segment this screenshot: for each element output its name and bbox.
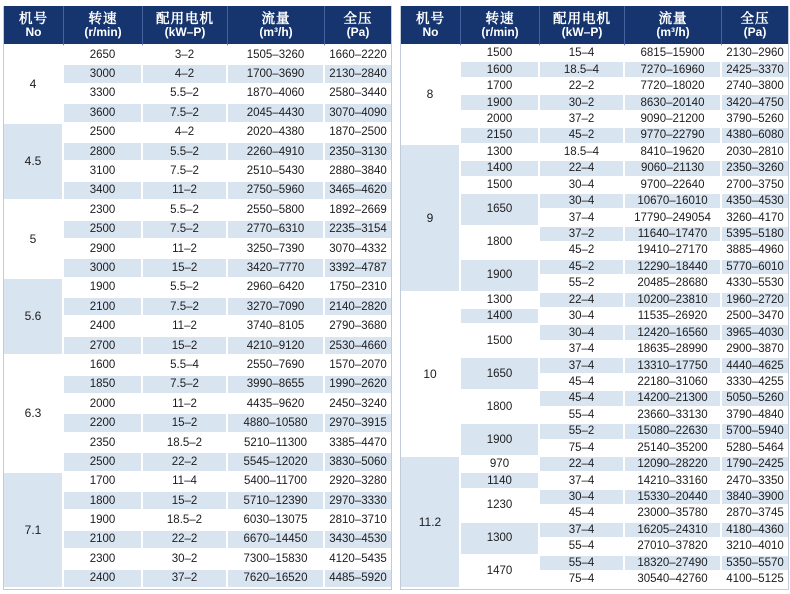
flow-cell: 5545–12020 [228, 453, 325, 472]
rpm-cell: 1300 [461, 293, 540, 309]
pressure-cell: 3430–4530 [325, 531, 391, 550]
column-title: 流量 [261, 11, 291, 27]
pressure-cell: 4100–5125 [722, 572, 788, 589]
rpm-cell: 1700 [64, 473, 143, 492]
flow-cell: 5400–11700 [228, 473, 325, 492]
pressure-cell: 2450–3240 [325, 395, 391, 414]
pressure-cell: 4485–5920 [325, 570, 391, 589]
column-title: 机号 [19, 11, 48, 27]
flow-cell: 9700–22640 [625, 178, 722, 194]
pressure-cell: 2580–3440 [325, 85, 391, 104]
motor-cell: 30–4 [540, 178, 625, 194]
column-title: 机号 [416, 11, 445, 27]
flow-cell: 2770–6310 [228, 221, 325, 240]
pressure-cell: 4350–4530 [722, 194, 788, 210]
motor-cell: 18.5–2 [143, 434, 228, 453]
rpm-cell: 1400 [461, 309, 540, 325]
pressure-cell: 2130–2840 [325, 65, 391, 84]
rpm-cell: 1800 [64, 492, 143, 511]
flow-cell: 18635–28990 [625, 342, 722, 358]
rpm-cell: 1700 [461, 79, 540, 95]
motor-cell: 22–4 [540, 161, 625, 177]
column-title: 流量 [658, 11, 688, 27]
flow-cell: 10200–23810 [625, 293, 722, 309]
flow-cell: 14210–33160 [625, 473, 722, 489]
rpm-cell: 1900 [461, 424, 540, 457]
flow-cell: 1700–3690 [228, 65, 325, 84]
column-header-0 [401, 6, 461, 46]
motor-cell: 75–4 [540, 572, 625, 589]
pressure-cell: 5770–6010 [722, 260, 788, 276]
flow-cell: 7620–16520 [228, 570, 325, 589]
model-no-cell: 11.2 [401, 457, 461, 589]
flow-cell: 9090–21200 [625, 112, 722, 128]
pressure-cell: 2810–3710 [325, 511, 391, 530]
flow-cell: 2020–4380 [228, 124, 325, 143]
rpm-cell: 2500 [64, 453, 143, 472]
rpm-cell: 3100 [64, 162, 143, 181]
column-header-1 [461, 6, 540, 46]
model-no-cell: 9 [401, 145, 461, 293]
model-no-cell: 4.5 [4, 124, 64, 202]
motor-cell: 45–4 [540, 391, 625, 407]
rpm-cell: 1800 [461, 227, 540, 260]
spec-table-right [400, 6, 789, 590]
rpm-cell: 2150 [461, 128, 540, 144]
pressure-cell: 4120–5435 [325, 550, 391, 569]
pressure-cell: 2140–2820 [325, 298, 391, 317]
motor-cell: 15–4 [540, 46, 625, 62]
rpm-cell: 1500 [461, 325, 540, 358]
motor-cell: 15–2 [143, 492, 228, 511]
flow-cell: 2960–6420 [228, 279, 325, 298]
rpm-cell: 2200 [64, 414, 143, 433]
rpm-cell: 2100 [64, 298, 143, 317]
pressure-cell: 5700–5940 [722, 424, 788, 440]
pressure-cell: 5280–5464 [722, 441, 788, 457]
flow-cell: 14200–21300 [625, 391, 722, 407]
motor-cell: 45–2 [540, 260, 625, 276]
rpm-cell: 2350 [64, 434, 143, 453]
table-row [4, 201, 391, 220]
flow-cell: 3420–7770 [228, 259, 325, 278]
motor-cell: 55–4 [540, 408, 625, 424]
pressure-cell: 2350–3260 [722, 161, 788, 177]
pressure-cell: 3210–4010 [722, 539, 788, 555]
motor-cell: 15–2 [143, 259, 228, 278]
table-row [4, 46, 391, 65]
model-no-cell: 10 [401, 293, 461, 457]
pressure-cell: 3392–4787 [325, 259, 391, 278]
flow-cell: 20485–28680 [625, 276, 722, 292]
flow-cell: 1870–4060 [228, 85, 325, 104]
column-subtitle: (r/min) [481, 25, 519, 40]
column-subtitle: (r/min) [84, 25, 122, 40]
flow-cell: 6030–13075 [228, 511, 325, 530]
column-subtitle: (kW–P) [164, 25, 206, 40]
flow-cell: 4435–9620 [228, 395, 325, 414]
column-header-4 [722, 6, 788, 46]
flow-cell: 23660–33130 [625, 408, 722, 424]
flow-cell: 7300–15830 [228, 550, 325, 569]
motor-cell: 37–4 [540, 473, 625, 489]
motor-cell: 30–4 [540, 194, 625, 210]
motor-cell: 11–2 [143, 182, 228, 201]
flow-cell: 23000–35780 [625, 506, 722, 522]
flow-cell: 3740–8105 [228, 317, 325, 336]
rpm-cell: 1900 [64, 511, 143, 530]
motor-cell: 18.5–2 [143, 511, 228, 530]
pressure-cell: 3840–3900 [722, 490, 788, 506]
column-header-0 [4, 6, 64, 46]
motor-cell: 7.5–2 [143, 104, 228, 123]
pressure-cell: 3790–5260 [722, 112, 788, 128]
rpm-cell: 1300 [461, 523, 540, 556]
motor-cell: 45–2 [540, 128, 625, 144]
rpm-cell: 2500 [64, 124, 143, 143]
table-row [401, 145, 788, 161]
pressure-cell: 1570–2070 [325, 356, 391, 375]
rpm-cell: 1900 [461, 95, 540, 111]
pressure-cell: 2030–2810 [722, 145, 788, 161]
rpm-cell: 1900 [461, 260, 540, 293]
pressure-cell: 2530–4660 [325, 337, 391, 356]
motor-cell: 11–4 [143, 473, 228, 492]
flow-cell: 4210–9120 [228, 337, 325, 356]
rpm-cell: 2400 [64, 570, 143, 589]
flow-cell: 22180–31060 [625, 375, 722, 391]
motor-cell: 7.5–2 [143, 162, 228, 181]
rpm-cell: 2800 [64, 143, 143, 162]
motor-cell: 11–2 [143, 240, 228, 259]
pressure-cell: 3830–5060 [325, 453, 391, 472]
pressure-cell: 2425–3370 [722, 62, 788, 78]
flow-cell: 19410–27170 [625, 243, 722, 259]
motor-cell: 15–2 [143, 414, 228, 433]
motor-cell: 55–2 [540, 424, 625, 440]
motor-cell: 37–2 [540, 227, 625, 243]
rpm-cell: 2500 [64, 221, 143, 240]
table-header [401, 6, 788, 46]
pressure-cell: 1960–2720 [722, 293, 788, 309]
motor-cell: 45–2 [540, 243, 625, 259]
motor-cell: 5.5–2 [143, 85, 228, 104]
motor-cell: 7.5–2 [143, 221, 228, 240]
rpm-cell: 970 [461, 457, 540, 473]
rpm-cell: 3300 [64, 85, 143, 104]
pressure-cell: 1870–2500 [325, 124, 391, 143]
spec-table-left [3, 6, 392, 590]
pressure-cell: 5395–5180 [722, 227, 788, 243]
pressure-cell: 2740–3800 [722, 79, 788, 95]
model-no-cell: 4 [4, 46, 64, 124]
rpm-cell: 1650 [461, 194, 540, 227]
rpm-cell: 2900 [64, 240, 143, 259]
flow-cell: 2550–5800 [228, 201, 325, 220]
pressure-cell: 3790–4840 [722, 408, 788, 424]
motor-cell: 5.5–2 [143, 201, 228, 220]
flow-cell: 4880–10580 [228, 414, 325, 433]
pressure-cell: 2235–3154 [325, 221, 391, 240]
flow-cell: 7720–18020 [625, 79, 722, 95]
table-row [4, 356, 391, 375]
flow-cell: 15330–20440 [625, 490, 722, 506]
flow-cell: 9060–21130 [625, 161, 722, 177]
motor-cell: 30–4 [540, 309, 625, 325]
pressure-cell: 2500–3470 [722, 309, 788, 325]
motor-cell: 37–4 [540, 210, 625, 226]
pressure-cell: 2870–3745 [722, 506, 788, 522]
motor-cell: 15–2 [143, 337, 228, 356]
motor-cell: 22–4 [540, 457, 625, 473]
pressure-cell: 1790–2425 [722, 457, 788, 473]
rpm-cell: 1900 [64, 279, 143, 298]
flow-cell: 5710–12390 [228, 492, 325, 511]
flow-cell: 12090–28220 [625, 457, 722, 473]
flow-cell: 17790–249054 [625, 210, 722, 226]
motor-cell: 75–4 [540, 441, 625, 457]
motor-cell: 4–2 [143, 65, 228, 84]
rpm-cell: 1600 [461, 62, 540, 78]
flow-cell: 2550–7690 [228, 356, 325, 375]
flow-cell: 2510–5430 [228, 162, 325, 181]
flow-cell: 2045–4430 [228, 104, 325, 123]
rpm-cell: 1850 [64, 376, 143, 395]
motor-cell: 55–4 [540, 556, 625, 572]
flow-cell: 18320–27490 [625, 556, 722, 572]
pressure-cell: 1660–2220 [325, 46, 391, 65]
pressure-cell: 2350–3130 [325, 143, 391, 162]
table-row [4, 473, 391, 492]
rpm-cell: 1650 [461, 358, 540, 391]
pressure-cell: 3885–4960 [722, 243, 788, 259]
motor-cell: 7.5–2 [143, 376, 228, 395]
motor-cell: 22–2 [540, 79, 625, 95]
rpm-cell: 2100 [64, 531, 143, 550]
rpm-cell: 1300 [461, 145, 540, 161]
motor-cell: 5.5–4 [143, 356, 228, 375]
pressure-cell: 2920–3280 [325, 473, 391, 492]
pressure-cell: 2880–3840 [325, 162, 391, 181]
rpm-cell: 3600 [64, 104, 143, 123]
table-row [401, 293, 788, 309]
flow-cell: 3250–7390 [228, 240, 325, 259]
column-header-2 [540, 6, 625, 46]
column-header-3 [625, 6, 722, 46]
column-title: 转速 [485, 11, 515, 27]
flow-cell: 2260–4910 [228, 143, 325, 162]
flow-cell: 5210–11300 [228, 434, 325, 453]
pressure-cell: 2470–3350 [722, 473, 788, 489]
pressure-cell: 2130–2960 [722, 46, 788, 62]
motor-cell: 30–2 [143, 550, 228, 569]
rpm-cell: 1230 [461, 490, 540, 523]
rpm-cell: 1500 [461, 46, 540, 62]
rpm-cell: 2000 [461, 112, 540, 128]
column-subtitle: (m³/h) [259, 25, 293, 40]
motor-cell: 55–2 [540, 276, 625, 292]
pressure-cell: 5350–5570 [722, 556, 788, 572]
motor-cell: 7.5–2 [143, 298, 228, 317]
pressure-cell: 1750–2310 [325, 279, 391, 298]
rpm-cell: 2300 [64, 550, 143, 569]
pressure-cell: 3330–4255 [722, 375, 788, 391]
rpm-cell: 1600 [64, 356, 143, 375]
motor-cell: 18.5–4 [540, 62, 625, 78]
flow-cell: 9770–22790 [625, 128, 722, 144]
flow-cell: 16205–24310 [625, 523, 722, 539]
rpm-cell: 2700 [64, 337, 143, 356]
pressure-cell: 3070–4332 [325, 240, 391, 259]
column-subtitle: (m³/h) [656, 25, 690, 40]
pressure-cell: 4330–5530 [722, 276, 788, 292]
pressure-cell: 1892–2669 [325, 201, 391, 220]
column-header-3 [228, 6, 325, 46]
rpm-cell: 2400 [64, 317, 143, 336]
table-row [4, 279, 391, 298]
rpm-cell: 3000 [64, 65, 143, 84]
pressure-cell: 3385–4470 [325, 434, 391, 453]
column-subtitle: No [25, 25, 42, 40]
motor-cell: 22–2 [143, 453, 228, 472]
pressure-cell: 4440–4625 [722, 358, 788, 374]
motor-cell: 11–2 [143, 317, 228, 336]
rpm-cell: 1800 [461, 391, 540, 424]
flow-cell: 12290–18440 [625, 260, 722, 276]
motor-cell: 22–2 [143, 531, 228, 550]
flow-cell: 1505–3260 [228, 46, 325, 65]
motor-cell: 5.5–2 [143, 143, 228, 162]
rpm-cell: 1400 [461, 161, 540, 177]
motor-cell: 18.5–4 [540, 145, 625, 161]
motor-cell: 22–4 [540, 293, 625, 309]
rpm-cell: 1470 [461, 556, 540, 589]
flow-cell: 3990–8655 [228, 376, 325, 395]
table-row [401, 46, 788, 62]
flow-cell: 30540–42760 [625, 572, 722, 589]
column-subtitle: (Pa) [743, 25, 767, 40]
model-no-cell: 5.6 [4, 279, 64, 357]
column-title: 配用电机 [156, 11, 214, 27]
flow-cell: 11535–26920 [625, 309, 722, 325]
column-subtitle: No [422, 25, 439, 40]
motor-cell: 37–4 [540, 342, 625, 358]
flow-cell: 10670–16010 [625, 194, 722, 210]
flow-cell: 11640–17470 [625, 227, 722, 243]
column-header-4 [325, 6, 391, 46]
column-title: 全压 [343, 11, 373, 27]
table-row [401, 457, 788, 473]
motor-cell: 37–2 [540, 112, 625, 128]
rpm-cell: 1140 [461, 473, 540, 489]
model-no-cell: 7.1 [4, 473, 64, 589]
flow-cell: 6670–14450 [228, 531, 325, 550]
table-header [4, 6, 391, 46]
flow-cell: 27010–37820 [625, 539, 722, 555]
motor-cell: 55–4 [540, 539, 625, 555]
motor-cell: 30–2 [540, 95, 625, 111]
flow-cell: 8630–20140 [625, 95, 722, 111]
motor-cell: 45–4 [540, 375, 625, 391]
column-title: 全压 [740, 11, 770, 27]
column-header-2 [143, 6, 228, 46]
table-row [4, 124, 391, 143]
flow-cell: 8410–19620 [625, 145, 722, 161]
flow-cell: 13310–17750 [625, 358, 722, 374]
motor-cell: 37–4 [540, 523, 625, 539]
rpm-cell: 2300 [64, 201, 143, 220]
rpm-cell: 2650 [64, 46, 143, 65]
column-subtitle: (kW–P) [561, 25, 603, 40]
motor-cell: 37–4 [540, 358, 625, 374]
motor-cell: 37–2 [143, 570, 228, 589]
model-no-cell: 5 [4, 201, 64, 279]
pressure-cell: 3465–4620 [325, 182, 391, 201]
pressure-cell: 3070–4090 [325, 104, 391, 123]
pressure-cell: 4180–4360 [722, 523, 788, 539]
motor-cell: 11–2 [143, 395, 228, 414]
rpm-cell: 3400 [64, 182, 143, 201]
pressure-cell: 2970–3330 [325, 492, 391, 511]
motor-cell: 3–2 [143, 46, 228, 65]
pressure-cell: 2790–3680 [325, 317, 391, 336]
pressure-cell: 3965–4030 [722, 325, 788, 341]
column-header-1 [64, 6, 143, 46]
pressure-cell: 5050–5260 [722, 391, 788, 407]
flow-cell: 7270–16960 [625, 62, 722, 78]
motor-cell: 30–4 [540, 325, 625, 341]
flow-cell: 3270–7090 [228, 298, 325, 317]
column-title: 转速 [88, 11, 118, 27]
rpm-cell: 3000 [64, 259, 143, 278]
pressure-cell: 3260–4170 [722, 210, 788, 226]
flow-cell: 25140–35200 [625, 441, 722, 457]
flow-cell: 15080–22630 [625, 424, 722, 440]
pressure-cell: 3420–4750 [722, 95, 788, 111]
pressure-cell: 4380–6080 [722, 128, 788, 144]
rpm-cell: 2000 [64, 395, 143, 414]
pressure-cell: 1990–2620 [325, 376, 391, 395]
flow-cell: 2750–5960 [228, 182, 325, 201]
flow-cell: 12420–16560 [625, 325, 722, 341]
pressure-cell: 2970–3915 [325, 414, 391, 433]
motor-cell: 5.5–2 [143, 279, 228, 298]
model-no-cell: 8 [401, 46, 461, 145]
column-subtitle: (Pa) [346, 25, 370, 40]
motor-cell: 45–4 [540, 506, 625, 522]
pressure-cell: 2900–3870 [722, 342, 788, 358]
motor-cell: 4–2 [143, 124, 228, 143]
pressure-cell: 2700–3750 [722, 178, 788, 194]
rpm-cell: 1500 [461, 178, 540, 194]
flow-cell: 6815–15900 [625, 46, 722, 62]
column-title: 配用电机 [553, 11, 611, 27]
motor-cell: 30–4 [540, 490, 625, 506]
model-no-cell: 6.3 [4, 356, 64, 472]
